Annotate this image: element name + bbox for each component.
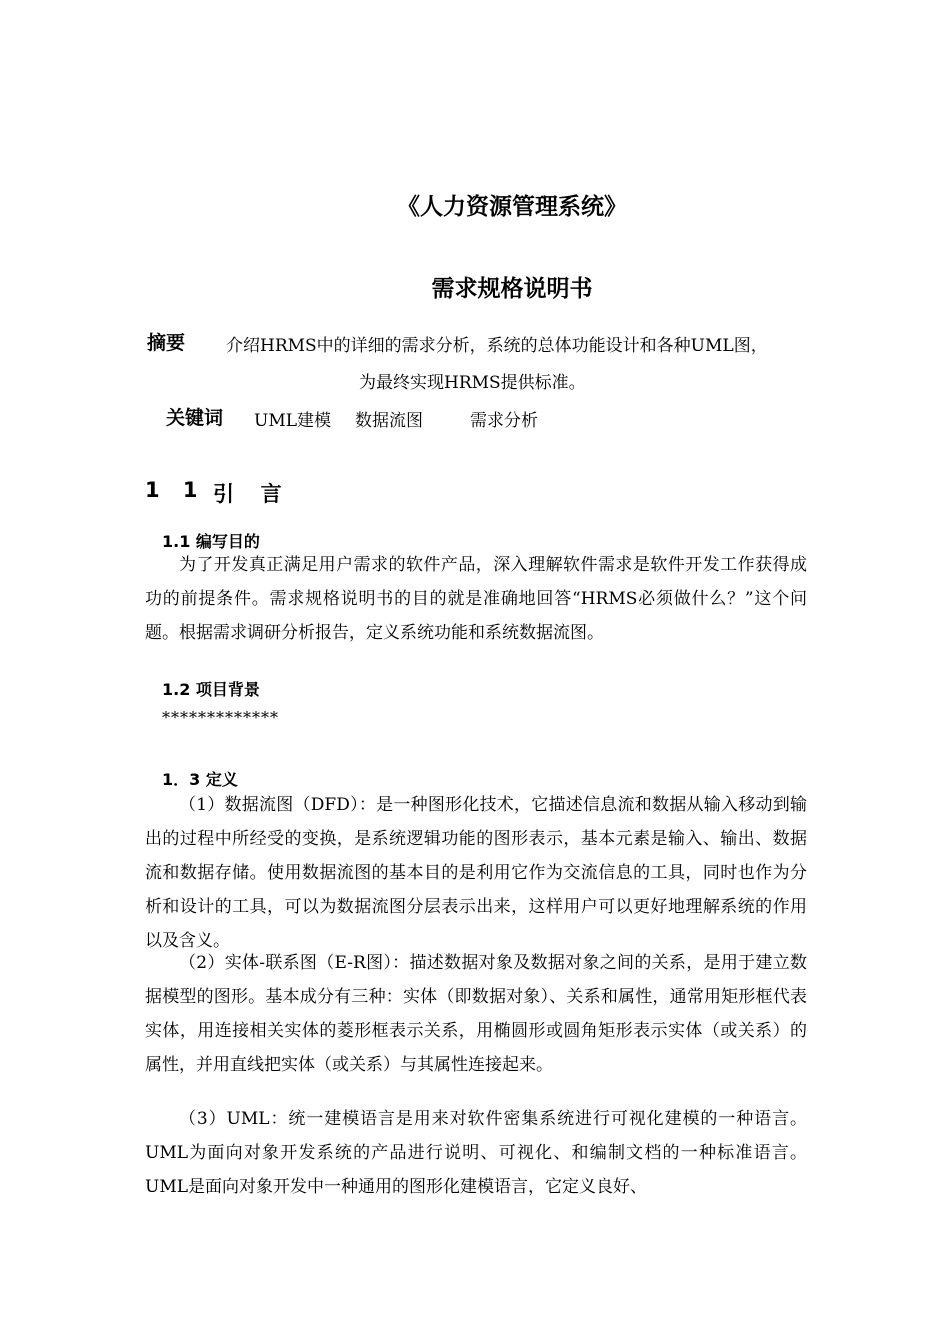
subsection-heading-1-1: 1.1 编写目的 — [162, 532, 260, 551]
keyword-item: 数据流图 — [355, 411, 423, 431]
paragraph-1-3-dfd: （1）数据流图（DFD）：是一种图形化技术，它描述信息流和数据从输入移动到输出的过程中所经受的变换，是系统逻辑功能的图形表示，基本元素是输入、输出、数据流和数据存储。使用数据流图的基本目的是利用它作为交流信息的工具，同时也作为分析和设计的工具，可以为数据流图分层表示出来，这样用户可以更好地理解系统的作用以及含义。 — [145, 795, 807, 951]
paragraph-1-3-er: （2）实体-联系图（E-R图）：描述数据对象及数据对象之间的关系，是用于建立数据模型的图形。基本成分有三种：实体（即数据对象）、关系和属性，通常用矩形框代表实体，用连接相关实体的菱形框表示关系，用椭圆形或圆角矩形表示实体（或关系）的属性，并用直线把实体（或关系）与其属性连接起来。 — [145, 953, 807, 1075]
document-title: 《人力资源管理系统》 — [397, 194, 627, 220]
paragraph-1-3-uml: （3）UML：统一建模语言是用来对软件密集系统进行可视化建模的一种语言。UML为面向对象开发系统的产品进行说明、可视化、和编制文档的一种标准语言。UML是面向对象开发中一种通用的图形化建模语言，它定义良好、 — [145, 1109, 807, 1197]
keyword-item: 需求分析 — [470, 411, 538, 431]
keywords-label: 关键词 — [166, 407, 224, 429]
subsection-heading-1-2: 1.2 项目背景 — [162, 680, 260, 699]
paragraph-1-2: ************* — [162, 708, 279, 727]
section-number: 1 1 — [145, 478, 199, 502]
subsection-heading-1-3: 1．3 定义 — [162, 770, 238, 789]
keyword-item: UML建模 — [254, 411, 332, 431]
section-title: 引 言 — [213, 482, 286, 506]
paragraph-1-1: 为了开发真正满足用户需求的软件产品，深入理解软件需求是软件开发工作获得成功的前提条件。需求规格说明书的目的就是准确地回答“HRMS必须做什么？”这个问题。根据需求调研分析报告，定义系统功能和系统数据流图。 — [145, 555, 807, 643]
document-subtitle: 需求规格说明书 — [431, 276, 593, 302]
abstract-line-1: 介绍HRMS中的详细的需求分析，系统的总体功能设计和各种UML图， — [226, 336, 768, 356]
abstract-line-2: 为最终实现HRMS提供标准。 — [359, 373, 586, 393]
abstract-label: 摘要 — [147, 332, 186, 354]
